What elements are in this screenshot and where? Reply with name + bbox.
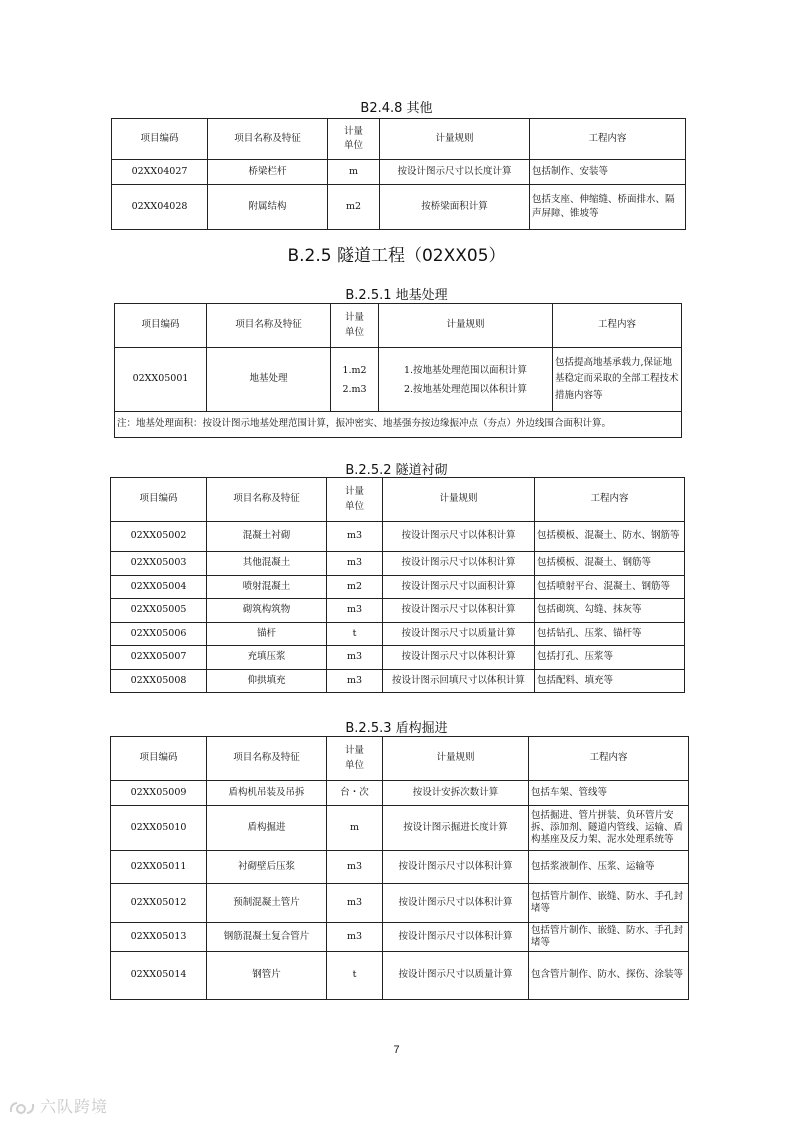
cell-unit: m3 [327,599,383,623]
cell-name: 充填压浆 [207,646,327,670]
cell-name: 钢管片 [207,952,327,1000]
table-header-row [112,119,686,160]
cell-code: 02XX05014 [111,952,207,1000]
watermark [8,1094,108,1117]
table-header-row [111,478,685,522]
cell-rule: 按设计图示掘进长度计算 [383,806,529,851]
table-row [111,552,685,576]
header-content: 工程内容 [553,304,682,348]
header-unit: 计量 单位 [327,478,383,522]
header-name: 项目名称及特征 [207,478,327,522]
table-b253 [110,736,689,1000]
cell-name: 钢筋混凝土复合管片 [207,923,327,952]
cell-name: 喷射混凝土 [207,576,327,599]
table-row [111,923,689,952]
cell-content: 包括喷射平台、混凝土、钢筋等 [535,576,685,599]
note-row [115,412,682,438]
header-content: 工程内容 [529,737,689,781]
cell-content: 包括配料、填充等 [535,670,685,693]
cell-rule: 按桥梁面积计算 [380,185,530,230]
section-title-b253: B.2.5.3 盾构掘进 [345,721,448,736]
watermark-text: 六队跨境 [40,1097,109,1116]
cell-code: 02XX05004 [111,576,207,599]
cell-unit: m3 [327,923,383,952]
cell-content: 包括掘进、管片拼装、负环管片安拆、添加剂、隧道内管线、运输、盾构基座及反力架、泥水处理系统等 [529,806,689,851]
cell-rule: 按设计图示尺寸以体积计算 [383,923,529,952]
cell-rule: 按设计图示尺寸以长度计算 [380,160,530,185]
cell-name: 仰拱填充 [207,670,327,693]
header-name: 项目名称及特征 [207,304,331,348]
cell-rule: 按设计图示尺寸以质量计算 [383,623,535,646]
table-row [115,348,682,412]
cell-unit: m [327,806,383,851]
cell-content: 包含管片制作、防水、探伤、涂装等 [529,952,689,1000]
table-row [111,851,689,884]
cell-rule: 按设计图示尺寸以面积计算 [383,576,535,599]
cell-unit: m3 [327,646,383,670]
cell-name: 附属结构 [208,185,328,230]
cell-unit: m3 [327,884,383,923]
cell-name: 砌筑构筑物 [207,599,327,623]
cell-content: 包括管片制作、嵌缝、防水、手孔封堵等 [529,884,689,923]
cell-content: 包括提高地基承载力,保证地基稳定而采取的全部工程技术措施内容等 [553,348,682,412]
cell-rule: 1.按地基处理范围以面积计算 2.按地基处理范围以体积计算 [379,348,553,412]
cell-rule: 按设计图示尺寸以体积计算 [383,522,535,552]
table-b251 [114,303,682,438]
header-content: 工程内容 [535,478,685,522]
cell-code: 02XX05003 [111,552,207,576]
cell-unit: m3 [327,670,383,693]
header-code: 项目编码 [111,478,207,522]
table-row [111,646,685,670]
section-title-b25: B.2.5 隧道工程（02XX05） [287,246,506,266]
cell-code: 02XX05001 [115,348,207,412]
cell-code: 02XX05011 [111,851,207,884]
table-header-row [115,304,682,348]
cell-rule: 按设计图示尺寸以体积计算 [383,851,529,884]
cell-content: 包括支座、伸缩缝、桥面排水、隔声屏障、锥坡等 [530,185,686,230]
table-row [111,576,685,599]
section-title-b252: B.2.5.2 隧道衬砌 [345,463,448,478]
cell-code: 02XX04028 [112,185,208,230]
table-header-row [111,737,689,781]
cell-unit: m [328,160,380,185]
cell-unit: t [327,952,383,1000]
cell-unit: m2 [327,576,383,599]
cell-unit: m3 [327,552,383,576]
table-row [112,160,686,185]
cell-content: 包括浆液制作、压浆、运输等 [529,851,689,884]
cell-name: 混凝土衬砌 [207,522,327,552]
cell-content: 包括打孔、压浆等 [535,646,685,670]
section-title-b251: B.2.5.1 地基处理 [345,288,448,303]
watermark-logo-icon [8,1100,36,1116]
cell-content: 包括砌筑、勾缝、抹灰等 [535,599,685,623]
header-code: 项目编码 [115,304,207,348]
cell-name: 盾构掘进 [207,806,327,851]
cell-code: 02XX05008 [111,670,207,693]
cell-content: 包括车架、管线等 [529,781,689,806]
cell-name: 其他混凝土 [207,552,327,576]
cell-rule: 按设计图示尺寸以体积计算 [383,646,535,670]
header-unit: 计量 单位 [328,119,380,160]
cell-name: 衬砌壁后压浆 [207,851,327,884]
cell-unit: m3 [327,522,383,552]
header-rule: 计量规则 [383,478,535,522]
cell-code: 02XX04027 [112,160,208,185]
header-rule: 计量规则 [383,737,529,781]
cell-name: 地基处理 [207,348,331,412]
cell-code: 02XX05012 [111,884,207,923]
table-row [111,670,685,693]
table-row [111,952,689,1000]
cell-unit: m3 [327,851,383,884]
cell-unit: t [327,623,383,646]
table-row [112,185,686,230]
cell-unit: 1.m2 2.m3 [331,348,379,412]
cell-name: 预制混凝土管片 [207,884,327,923]
cell-code: 02XX05009 [111,781,207,806]
table-b248 [111,118,686,230]
section-title-b248: B2.4.8 其他 [360,101,433,116]
table-row [111,781,689,806]
table-row [111,599,685,623]
header-unit: 计量 单位 [331,304,379,348]
cell-content: 包括制作、安装等 [530,160,686,185]
cell-code: 02XX05007 [111,646,207,670]
cell-name: 桥梁栏杆 [208,160,328,185]
cell-rule: 按设计图示尺寸以质量计算 [383,952,529,1000]
header-rule: 计量规则 [379,304,553,348]
cell-content: 包括管片制作、嵌缝、防水、手孔封堵等 [529,923,689,952]
header-content: 工程内容 [530,119,686,160]
cell-code: 02XX05013 [111,923,207,952]
header-code: 项目编码 [111,737,207,781]
header-code: 项目编码 [112,119,208,160]
cell-content: 包括模板、混凝土、钢筋等 [535,552,685,576]
header-name: 项目名称及特征 [208,119,328,160]
cell-code: 02XX05006 [111,623,207,646]
cell-rule: 按设计安拆次数计算 [383,781,529,806]
cell-content: 包括钻孔、压浆、锚杆等 [535,623,685,646]
header-unit: 计量 单位 [327,737,383,781]
table-row [111,806,689,851]
cell-name: 锚杆 [207,623,327,646]
header-name: 项目名称及特征 [207,737,327,781]
table-note: 注：地基处理面积：按设计图示地基处理范围计算，振冲密实、地基强夯按边缘振冲点（夯点）外边线围合面积计算。 [115,412,682,438]
cell-code: 02XX05005 [111,599,207,623]
table-row [111,522,685,552]
cell-unit: m2 [328,185,380,230]
table-row [111,623,685,646]
page-number: 7 [393,1044,400,1056]
cell-rule: 按设计图示尺寸以体积计算 [383,552,535,576]
table-row [111,884,689,923]
cell-code: 02XX05002 [111,522,207,552]
cell-unit: 台・次 [327,781,383,806]
cell-content: 包括模板、混凝土、防水、钢筋等 [535,522,685,552]
cell-rule: 按设计图示尺寸以体积计算 [383,599,535,623]
cell-code: 02XX05010 [111,806,207,851]
cell-rule: 按设计图示回填尺寸以体积计算 [383,670,535,693]
cell-name: 盾构机吊装及吊拆 [207,781,327,806]
header-rule: 计量规则 [380,119,530,160]
cell-rule: 按设计图示尺寸以体积计算 [383,884,529,923]
table-b252 [110,477,685,693]
